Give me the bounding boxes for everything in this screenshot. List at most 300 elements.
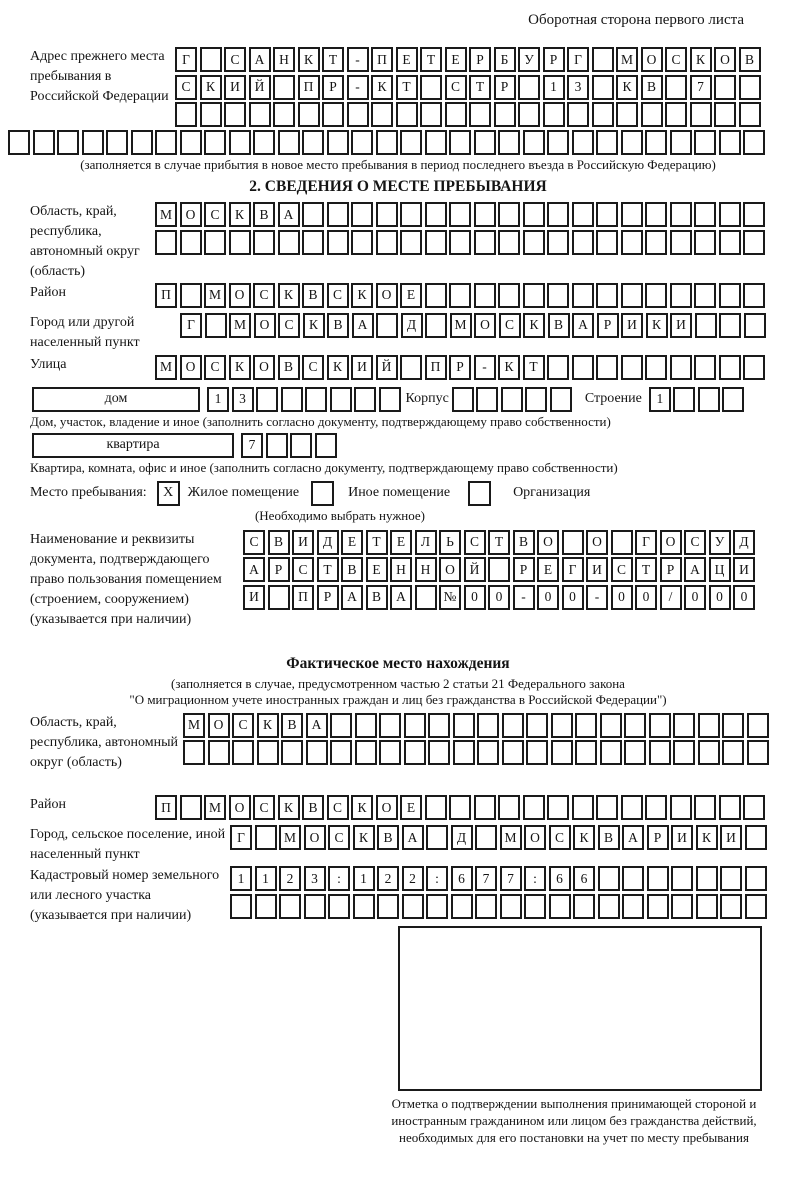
char-cell: К <box>523 313 545 338</box>
char-cell: Б <box>494 47 516 72</box>
char-cell <box>645 202 667 227</box>
char-cell <box>328 894 350 919</box>
char-cell <box>596 130 618 155</box>
char-cell <box>428 713 450 738</box>
char-cell: Н <box>273 47 295 72</box>
stroenie-cells <box>649 387 745 412</box>
char-cell <box>572 283 594 308</box>
char-cell <box>351 230 373 255</box>
char-cell <box>547 202 569 227</box>
char-cell <box>449 283 471 308</box>
char-cell <box>698 387 720 412</box>
char-cell <box>330 740 352 765</box>
char-cell <box>425 202 447 227</box>
char-cell: Т <box>322 47 344 72</box>
char-cell <box>647 866 669 891</box>
char-cell: Т <box>366 530 388 555</box>
char-cell: В <box>327 313 349 338</box>
char-cell <box>698 740 720 765</box>
char-cell: У <box>518 47 540 72</box>
char-cell: Т <box>317 557 339 582</box>
char-cell: М <box>155 202 177 227</box>
char-cell: Р <box>322 75 344 100</box>
char-cell <box>204 230 226 255</box>
char-cell <box>425 795 447 820</box>
char-cell <box>649 713 671 738</box>
char-cell: Ц <box>709 557 731 582</box>
char-cell <box>400 230 422 255</box>
char-cell <box>670 795 692 820</box>
char-cell: : <box>328 866 350 891</box>
char-cell <box>665 75 687 100</box>
char-cell: Н <box>415 557 437 582</box>
char-cell <box>743 202 765 227</box>
stamp-caption: Отметка о подтверждении выполнения принимающей стороной и иностранным гражданином или лицом без гражданства действий, необходимых для его постановки на учет по месту пребывания <box>391 1095 757 1145</box>
char-cell: Е <box>390 530 412 555</box>
char-cell: П <box>292 585 314 610</box>
char-cell: Г <box>230 825 252 850</box>
char-cell: Т <box>635 557 657 582</box>
char-cell <box>694 795 716 820</box>
char-cell: 7 <box>475 866 497 891</box>
char-cell <box>498 230 520 255</box>
char-cell: И <box>621 313 643 338</box>
char-cell <box>376 313 398 338</box>
char-cell <box>224 102 246 127</box>
char-cell <box>739 75 761 100</box>
char-cell <box>673 387 695 412</box>
char-cell <box>302 130 324 155</box>
char-cell <box>572 795 594 820</box>
char-cell: В <box>302 283 324 308</box>
oblast-label: Область, край, республика, автономный округ (область) <box>30 204 140 279</box>
char-cell: А <box>341 585 363 610</box>
char-cell <box>327 230 349 255</box>
char-cell <box>722 713 744 738</box>
char-cell <box>572 130 594 155</box>
char-cell: Р <box>449 355 471 380</box>
char-cell <box>404 740 426 765</box>
char-cell: А <box>306 713 328 738</box>
char-cell <box>354 387 376 412</box>
char-cell: О <box>229 283 251 308</box>
char-cell <box>445 102 467 127</box>
char-cell: Е <box>445 47 467 72</box>
char-cell <box>719 202 741 227</box>
char-cell <box>131 130 153 155</box>
char-cell <box>523 283 545 308</box>
char-cell <box>425 230 447 255</box>
gorod-cells <box>180 313 766 338</box>
char-cell <box>347 102 369 127</box>
char-cell: В <box>377 825 399 850</box>
char-cell: М <box>183 713 205 738</box>
char-cell: А <box>402 825 424 850</box>
char-cell <box>647 894 669 919</box>
char-cell: С <box>611 557 633 582</box>
char-cell <box>474 130 496 155</box>
char-cell <box>477 740 499 765</box>
char-cell: Е <box>400 283 422 308</box>
char-cell <box>694 283 716 308</box>
char-cell: О <box>376 283 398 308</box>
char-cell <box>744 313 766 338</box>
char-cell <box>200 102 222 127</box>
char-cell <box>671 894 693 919</box>
char-cell <box>720 894 742 919</box>
char-cell <box>720 866 742 891</box>
page-side-note: Оборотная сторона первого листа <box>528 12 744 28</box>
char-cell <box>598 866 620 891</box>
char-cell <box>611 530 633 555</box>
fact-oblast-row <box>30 713 766 770</box>
char-cell <box>747 713 769 738</box>
char-cell: К <box>278 283 300 308</box>
char-cell <box>547 795 569 820</box>
char-cell <box>596 283 618 308</box>
char-cell: О <box>376 795 398 820</box>
dom-note: Дом, участок, владение и иное (заполнить согласно документу, подтверждающему право собственности) <box>30 413 611 429</box>
char-cell <box>305 387 327 412</box>
char-cell <box>175 102 197 127</box>
char-cell: В <box>341 557 363 582</box>
char-cell <box>745 825 767 850</box>
char-cell <box>476 387 498 412</box>
char-cell <box>420 102 442 127</box>
char-cell: Е <box>366 557 388 582</box>
char-cell: - <box>347 75 369 100</box>
char-cell: К <box>696 825 718 850</box>
char-cell: П <box>425 355 447 380</box>
raion-label: Район <box>30 284 66 300</box>
char-cell: О <box>180 355 202 380</box>
ulitsa-cells <box>155 355 766 380</box>
korpus-cells <box>452 387 572 412</box>
char-cell <box>695 313 717 338</box>
char-cell: С <box>175 75 197 100</box>
char-cell <box>379 713 401 738</box>
char-cell <box>501 387 523 412</box>
char-cell <box>425 130 447 155</box>
char-cell <box>573 894 595 919</box>
prev-address-row-1 <box>175 47 766 72</box>
char-cell <box>266 433 288 458</box>
raion-cells <box>155 283 766 308</box>
doc-cells-3 <box>243 585 766 610</box>
char-cell <box>714 75 736 100</box>
char-cell: 0 <box>733 585 755 610</box>
char-cell: Г <box>567 47 589 72</box>
char-cell: Г <box>562 557 584 582</box>
char-cell: Д <box>317 530 339 555</box>
char-cell <box>396 102 418 127</box>
char-cell <box>268 585 290 610</box>
char-cell <box>523 202 545 227</box>
fact-oblast-cells-1 <box>183 713 766 738</box>
oblast-cells-1 <box>155 202 766 227</box>
char-cell <box>376 230 398 255</box>
char-cell: М <box>204 283 226 308</box>
char-cell <box>694 355 716 380</box>
gorod-row <box>30 313 766 350</box>
char-cell <box>739 102 761 127</box>
char-cell <box>592 47 614 72</box>
char-cell <box>425 313 447 338</box>
char-cell <box>449 130 471 155</box>
char-cell: А <box>243 557 265 582</box>
char-cell: К <box>327 355 349 380</box>
char-cell: 1 <box>649 387 671 412</box>
char-cell: 7 <box>690 75 712 100</box>
kvartira-line <box>32 433 766 458</box>
char-cell <box>671 866 693 891</box>
char-cell: О <box>524 825 546 850</box>
char-cell: : <box>426 866 448 891</box>
char-cell <box>253 130 275 155</box>
prev-address-row-4 <box>8 130 766 155</box>
char-cell <box>498 283 520 308</box>
char-cell <box>673 740 695 765</box>
char-cell: 6 <box>573 866 595 891</box>
gorod-label: Город или другой населенный пункт <box>30 314 140 350</box>
fact-title: Фактическое место нахождения <box>286 654 510 672</box>
char-cell: 0 <box>488 585 510 610</box>
char-cell <box>645 355 667 380</box>
kvartira-note: Квартира, комната, офис и иное (заполнить согласно документу, подтверждающему право собственности) <box>30 459 618 475</box>
char-cell: Р <box>660 557 682 582</box>
char-cell: К <box>616 75 638 100</box>
char-cell <box>180 795 202 820</box>
char-cell <box>278 130 300 155</box>
char-cell <box>502 713 524 738</box>
char-cell: Р <box>494 75 516 100</box>
char-cell <box>596 230 618 255</box>
char-cell <box>302 202 324 227</box>
char-cell <box>745 894 767 919</box>
char-cell: В <box>302 795 324 820</box>
char-cell <box>690 102 712 127</box>
char-cell: Т <box>488 530 510 555</box>
char-cell <box>377 894 399 919</box>
char-cell <box>420 75 442 100</box>
char-cell <box>600 740 622 765</box>
char-cell: Р <box>268 557 290 582</box>
char-cell <box>474 230 496 255</box>
char-cell: Й <box>376 355 398 380</box>
kadastr-row <box>30 866 766 923</box>
prev-address-note: (заполняется в случае прибытия в новое место пребывания в период последнего въезда в Российскую Федерацию) <box>80 157 716 172</box>
oblast-cells-2 <box>155 230 766 255</box>
char-cell <box>498 130 520 155</box>
prev-address-row-3 <box>175 102 766 127</box>
char-cell <box>327 202 349 227</box>
char-cell: С <box>253 283 275 308</box>
char-cell: 1 <box>207 387 229 412</box>
checkbox-org <box>468 481 491 506</box>
char-cell <box>616 102 638 127</box>
char-cell <box>330 387 352 412</box>
char-cell: 2 <box>377 866 399 891</box>
char-cell: 1 <box>255 866 277 891</box>
char-cell <box>474 202 496 227</box>
kvartira-box: квартира <box>32 433 234 458</box>
char-cell: М <box>279 825 301 850</box>
char-cell: В <box>281 713 303 738</box>
char-cell <box>649 740 671 765</box>
oblast-row <box>30 202 766 279</box>
char-cell: Р <box>513 557 535 582</box>
dom-box: дом <box>32 387 200 412</box>
char-cell <box>230 894 252 919</box>
char-cell <box>747 740 769 765</box>
char-cell <box>596 355 618 380</box>
char-cell <box>696 866 718 891</box>
char-cell <box>621 230 643 255</box>
char-cell: М <box>229 313 251 338</box>
char-cell <box>155 130 177 155</box>
char-cell: А <box>390 585 412 610</box>
char-cell <box>624 740 646 765</box>
char-cell <box>155 230 177 255</box>
char-cell: Д <box>733 530 755 555</box>
char-cell: В <box>278 355 300 380</box>
char-cell: Р <box>647 825 669 850</box>
char-cell: В <box>598 825 620 850</box>
char-cell <box>180 283 202 308</box>
char-cell: К <box>351 795 373 820</box>
char-cell <box>57 130 79 155</box>
char-cell <box>8 130 30 155</box>
char-cell <box>562 530 584 555</box>
char-cell: С <box>549 825 571 850</box>
char-cell <box>526 713 548 738</box>
char-cell <box>279 894 301 919</box>
char-cell: И <box>351 355 373 380</box>
char-cell <box>547 355 569 380</box>
char-cell: О <box>537 530 559 555</box>
char-cell <box>743 283 765 308</box>
char-cell: С <box>445 75 467 100</box>
char-cell: У <box>709 530 731 555</box>
char-cell <box>208 740 230 765</box>
char-cell <box>415 585 437 610</box>
kadastr-label: Кадастровый номер земельного или лесного участка (указывается при наличии) <box>30 868 220 923</box>
char-cell <box>641 102 663 127</box>
char-cell: К <box>200 75 222 100</box>
char-cell <box>180 230 202 255</box>
char-cell: В <box>366 585 388 610</box>
char-cell <box>451 894 473 919</box>
char-cell <box>598 894 620 919</box>
char-cell <box>543 102 565 127</box>
char-cell <box>670 283 692 308</box>
char-cell <box>551 713 573 738</box>
char-cell <box>722 740 744 765</box>
char-cell: - <box>347 47 369 72</box>
char-cell <box>523 130 545 155</box>
char-cell: М <box>616 47 638 72</box>
prev-address-row-2 <box>175 75 766 100</box>
char-cell: Т <box>420 47 442 72</box>
char-cell <box>673 713 695 738</box>
korpus-label: Корпус <box>405 391 449 406</box>
char-cell: В <box>641 75 663 100</box>
char-cell <box>400 130 422 155</box>
char-cell: О <box>229 795 251 820</box>
char-cell <box>596 202 618 227</box>
doc-label: Наименование и реквизиты документа, подтверждающего право пользования помещением (строением, сооружением) (указывается при наличии) <box>30 531 222 627</box>
char-cell <box>449 795 471 820</box>
char-cell: С <box>204 355 226 380</box>
char-cell: 0 <box>684 585 706 610</box>
char-cell: М <box>450 313 472 338</box>
char-cell <box>645 283 667 308</box>
char-cell: К <box>353 825 375 850</box>
char-cell <box>229 130 251 155</box>
char-cell <box>256 387 278 412</box>
char-cell: 2 <box>279 866 301 891</box>
char-cell: А <box>352 313 374 338</box>
char-cell: С <box>232 713 254 738</box>
char-cell: 2 <box>402 866 424 891</box>
char-cell <box>526 740 548 765</box>
checkbox-inoe <box>311 481 334 506</box>
char-cell: К <box>498 355 520 380</box>
char-cell <box>376 202 398 227</box>
char-cell <box>453 713 475 738</box>
zhiloe-label: Жилое помещение <box>187 485 300 500</box>
raion-row <box>30 283 766 308</box>
char-cell: С <box>464 530 486 555</box>
char-cell <box>670 355 692 380</box>
fact-note-1: (заполняется в случае, предусмотренном частью 2 статьи 21 Федерального закона <box>171 675 625 691</box>
char-cell: К <box>573 825 595 850</box>
char-cell: 6 <box>451 866 473 891</box>
char-cell: С <box>204 202 226 227</box>
char-cell <box>306 740 328 765</box>
fact-gorod-label: Город, сельское поселение, иной населенный пункт <box>30 827 226 862</box>
char-cell <box>518 102 540 127</box>
char-cell: О <box>714 47 736 72</box>
char-cell: И <box>733 557 755 582</box>
char-cell <box>719 230 741 255</box>
char-cell <box>488 557 510 582</box>
char-cell: О <box>304 825 326 850</box>
char-cell: О <box>641 47 663 72</box>
char-cell <box>452 387 474 412</box>
char-cell: А <box>684 557 706 582</box>
char-cell: Е <box>400 795 422 820</box>
fact-raion-row <box>30 795 766 820</box>
char-cell: В <box>739 47 761 72</box>
char-cell: В <box>513 530 535 555</box>
char-cell <box>180 130 202 155</box>
char-cell: К <box>303 313 325 338</box>
char-cell <box>523 230 545 255</box>
char-cell <box>645 230 667 255</box>
char-cell <box>670 230 692 255</box>
char-cell <box>621 795 643 820</box>
dom-line <box>32 387 766 412</box>
char-cell <box>315 433 337 458</box>
char-cell: П <box>371 47 393 72</box>
char-cell <box>402 894 424 919</box>
char-cell <box>525 387 547 412</box>
char-cell <box>575 713 597 738</box>
char-cell: 3 <box>232 387 254 412</box>
char-cell <box>592 102 614 127</box>
char-cell: 1 <box>230 866 252 891</box>
